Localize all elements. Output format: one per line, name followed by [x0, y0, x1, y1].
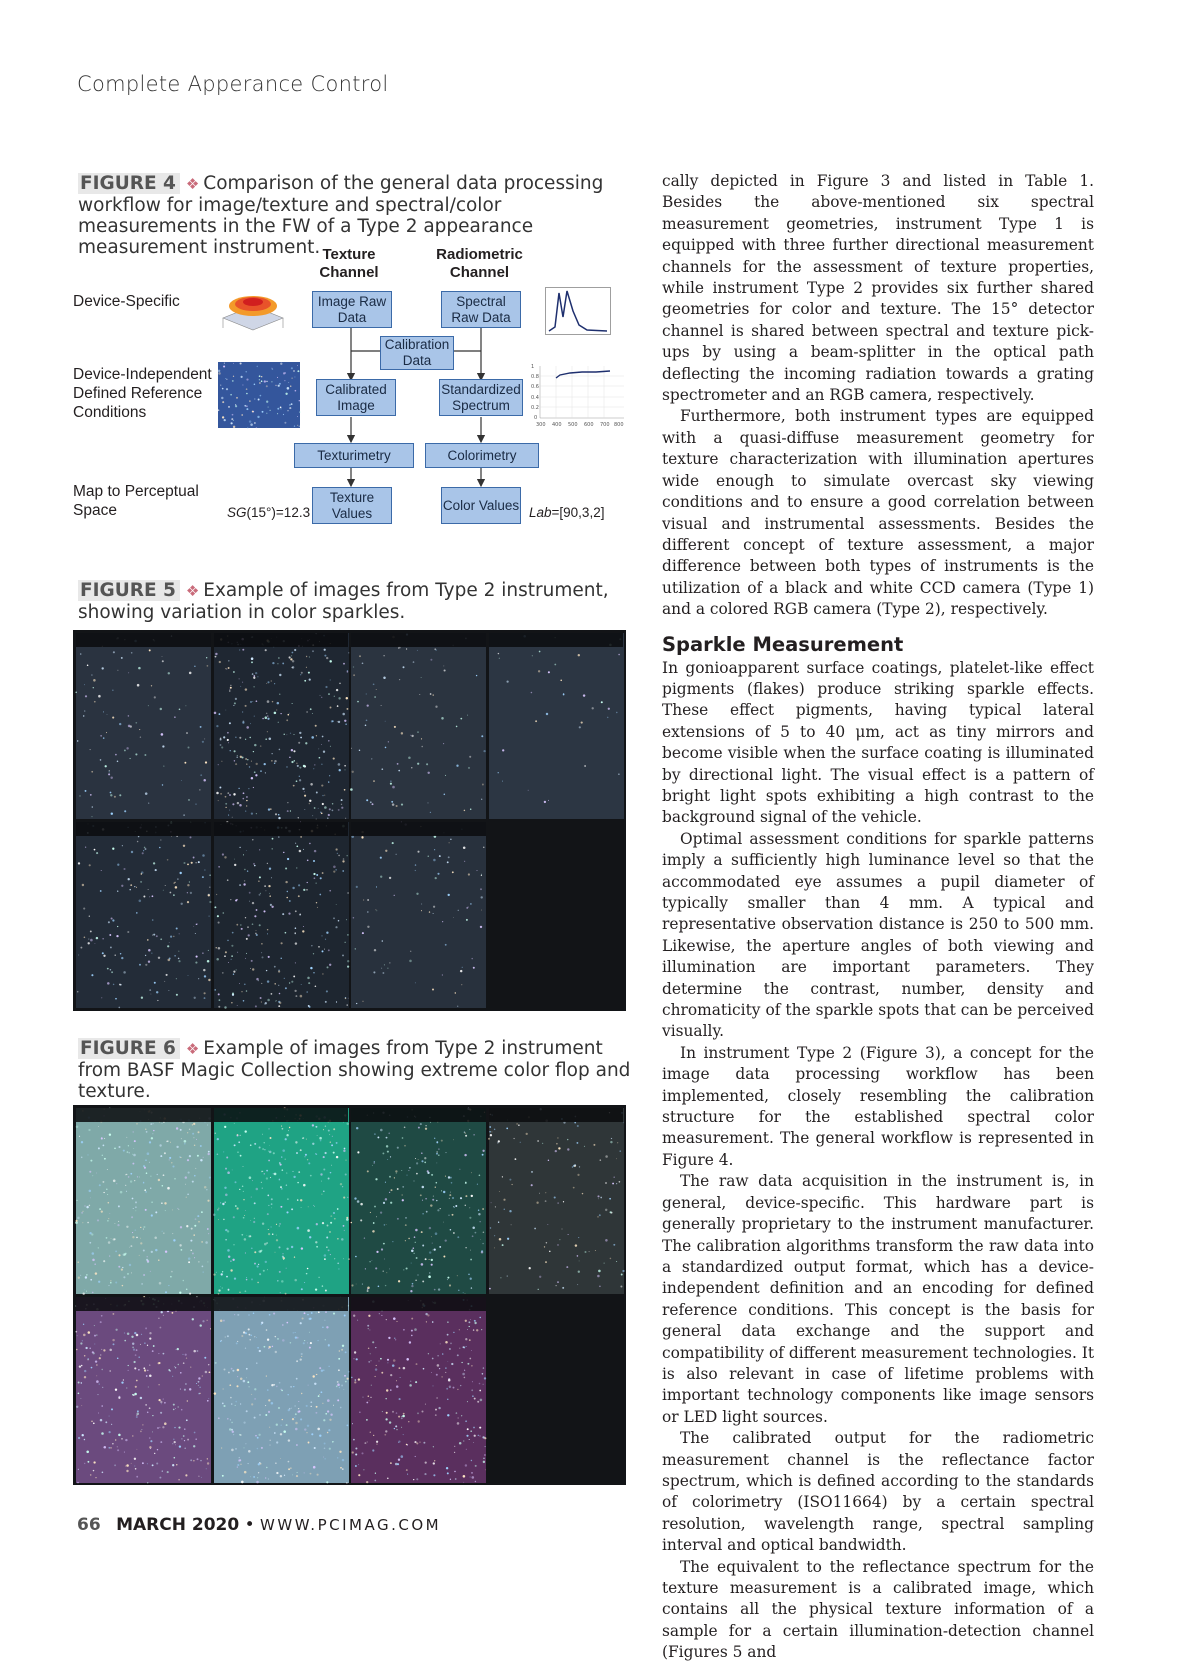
- sample-image-tile: [351, 1108, 486, 1294]
- color-values-box: Color Values: [441, 487, 521, 524]
- diamond-icon: ❖: [185, 1040, 200, 1058]
- calibrated-image-thumbnail: [218, 362, 300, 428]
- image-raw-data-box: Image Raw Data: [312, 291, 392, 328]
- radiometric-channel-heading: Radiometric Channel: [436, 246, 523, 281]
- figure-5-label: FIGURE 5: [78, 580, 180, 601]
- sparkle-pattern: [489, 1108, 624, 1294]
- issue-date: MARCH 2020: [116, 1515, 240, 1535]
- diamond-icon: ❖: [185, 175, 200, 193]
- lab-value-note: Lab=[90,3,2]: [529, 505, 605, 520]
- sparkle-pattern: [214, 1108, 349, 1294]
- sparkle-pattern: [351, 822, 486, 1008]
- figure-6-caption-text: Example of images from Type 2 instrument from BASF Magic Collection showing extreme color flop and texture.: [78, 1038, 631, 1102]
- x-tick: 600: [584, 422, 594, 428]
- figure-6-label: FIGURE 6: [78, 1038, 180, 1059]
- y-tick: 0: [534, 415, 538, 421]
- figure-4-caption-text: Comparison of the general data processing workflow for image/texture and spectral/color measurements in the FW of a Type 2 appearance measurement instrument.: [78, 173, 604, 258]
- sample-image-tile: [76, 822, 211, 1008]
- sample-image-tile: [214, 1108, 349, 1294]
- tile-caption-strip: [351, 822, 486, 836]
- y-tick: 0.6: [531, 384, 539, 390]
- spectral-raw-data-box: Spectral Raw Data: [441, 291, 521, 328]
- figure-4-label: FIGURE 4: [78, 173, 180, 194]
- x-tick: 400: [552, 422, 562, 428]
- figure-6-image-grid: [73, 1105, 626, 1485]
- tile-caption-strip: [351, 1108, 486, 1122]
- sparkle-pattern: [214, 822, 349, 1008]
- body-paragraph: The equivalent to the reflectance spectrum for the texture measurement is a calibrated image, which contains all the physical texture information of a sample for a certain illumination-detection channel (Figures 5 and: [662, 1557, 1094, 1662]
- sample-image-tile: [76, 1297, 211, 1483]
- sparkle-pattern: [76, 1297, 211, 1483]
- tile-caption-strip: [76, 822, 211, 836]
- x-tick: 700: [600, 422, 610, 428]
- x-tick: 500: [568, 422, 578, 428]
- sample-image-tile: [214, 822, 349, 1008]
- body-paragraph: Furthermore, both instrument types are equipped with a quasi-diffuse measurement geometry for texture characterization with illumination apertures wide enough to simulate overcast sky viewing conditions and to ensure a good correlation between visual and instrumental assessments. Besides the different concept of texture assessment, a major difference between both types of instruments is the utilization of a black and white CCD camera (Type 1) and a colored RGB camera (Type 2), respectively.: [662, 407, 1094, 619]
- sparkle-pattern: [76, 1108, 211, 1294]
- sparkle-pattern: [351, 1297, 486, 1483]
- sample-image-tile: [351, 633, 486, 819]
- sparkle-pattern: [214, 1297, 349, 1483]
- row-label-perceptual-space: Map to Perceptual Space: [73, 483, 199, 519]
- figure-5-caption-text: Example of images from Type 2 instrument, showing variation in color sparkles.: [78, 580, 609, 623]
- body-paragraph: Optimal assessment conditions for sparkle patterns imply a sufficiently high luminance level so that the accommodated eye assumes a pupil diameter of typically smaller than 4 mm. A typical and representative observation distance is 250 to 500 mm. Likewise, the aperture angles of both viewing and illumination are important parameters. They determine the contrast, number, density and chromaticity of the sparkle spots that can be perceived visually.: [662, 829, 1094, 1041]
- sample-image-tile: [76, 1108, 211, 1294]
- diamond-icon: ❖: [185, 582, 200, 600]
- tile-caption-strip: [351, 1297, 486, 1311]
- tile-caption-strip: [214, 633, 349, 647]
- y-tick: 0.4: [531, 395, 539, 401]
- sparkle-pattern: [351, 1108, 486, 1294]
- y-tick: 0.2: [531, 405, 539, 411]
- x-tick: 300: [536, 422, 546, 428]
- tile-caption-strip: [76, 633, 211, 647]
- y-tick: 0.8: [531, 374, 539, 380]
- body-paragraph: In gonioapparent surface coatings, platelet-like effect pigments (flakes) produce striking sparkle effects. These effect pigments, having typical lateral extensions of 5 to 40 μm, act as tiny mirrors and become visible when the surface coating is illuminated by directional light. The visual effect is a pattern of bright light spots exhibiting a high contrast to the background signal of the vehicle.: [662, 658, 1094, 827]
- sparkle-pattern: [489, 633, 624, 819]
- texturimetry-box: Texturimetry: [294, 443, 414, 468]
- body-paragraph: The raw data acquisition in the instrument is, in general, device-specific. This hardware part is generally proprietary to the instrument manufacturer. The calibration algorithms transform the raw data into a standardized output format, which has a device-independent definition and an encoding for defined reference conditions. This concept is the basis for general data exchange and the support and compatibility of different measurement technologies. It is also relevant in case of lifetime problems with important technology components like image sensors or LED light sources.: [662, 1172, 1094, 1426]
- texture-channel-heading: Texture Channel: [319, 246, 379, 281]
- section-heading: Sparkle Measurement: [662, 632, 904, 656]
- row-label-device-independent: Device-Independent Defined Reference Conditions: [73, 366, 212, 421]
- figure-4-workflow-diagram: [72, 244, 638, 544]
- tile-caption-strip: [214, 1108, 349, 1122]
- y-tick: 1: [531, 364, 535, 370]
- sparkle-grade-note: SG(15°)=12.3: [227, 505, 311, 520]
- sparkle-pattern: [218, 362, 300, 428]
- raw-spectrum-thumbnail: [545, 287, 611, 335]
- body-text-column: [662, 171, 1094, 1664]
- figure-5-image-grid: [73, 630, 626, 1011]
- x-tick: 800: [614, 422, 624, 428]
- body-paragraph: In instrument Type 2 (Figure 3), a concept for the image data processing workflow has been implemented, closely resembling the calibration structure for the established spectral color measurement. The general workflow is represented in Figure 4.: [662, 1043, 1094, 1169]
- page-footer: [77, 1515, 441, 1535]
- sample-image-tile: [76, 633, 211, 819]
- standardized-spectrum-box: Standardized Spectrum: [439, 379, 523, 416]
- tile-caption-strip: [489, 633, 624, 647]
- footer-separator: •: [244, 1515, 255, 1535]
- tile-caption-strip: [351, 633, 486, 647]
- texture-values-box: Texture Values: [312, 487, 392, 524]
- sample-image-tile: [214, 633, 349, 819]
- sample-image-tile: [489, 633, 624, 819]
- tile-caption-strip: [214, 1297, 349, 1311]
- tile-caption-strip: [214, 822, 349, 836]
- standardized-spectrum-chart: [530, 362, 626, 428]
- sparkle-pattern: [214, 633, 349, 819]
- sample-image-tile: [214, 1297, 349, 1483]
- row-label-device-specific: Device-Specific: [73, 293, 180, 310]
- running-header: Complete Apperance Control: [77, 72, 389, 96]
- sample-image-tile: [489, 1108, 624, 1294]
- page-number: 66: [77, 1515, 101, 1535]
- tile-caption-strip: [489, 1108, 624, 1122]
- sample-image-tile: [351, 1297, 486, 1483]
- tile-caption-strip: [76, 1108, 211, 1122]
- body-paragraph: The calibrated output for the radiometric measurement channel is the reflectance factor spectrum, which is defined according to the standards of colorimetry (ISO11664) by a certain spectral resolution, wavelength range, spectral sampling interval and optical bandwidth.: [662, 1429, 1094, 1555]
- footer-url: WWW.PCIMAG.COM: [260, 1516, 442, 1534]
- sample-image-tile: [351, 822, 486, 1008]
- calibration-data-box: Calibration Data: [380, 336, 454, 370]
- tile-caption-strip: [76, 1297, 211, 1311]
- colorimetry-box: Colorimetry: [425, 443, 539, 468]
- sparkle-pattern: [351, 633, 486, 819]
- body-paragraph: cally depicted in Figure 3 and listed in Table 1. Besides the above-mentioned six spectral measurement geometries, instrument Type 1 is equipped with three further directional measurement channels for the assessment of texture properties, while instrument Type 2 provides six further shared geometries for color and texture. The 15° detector channel is shared between spectral and texture pick-ups by using a beam-splitter in the optical path deflecting the incoming radiation towards a grating spectrometer and an RGB camera, respectively.: [662, 172, 1094, 405]
- figure-5-caption: [78, 580, 638, 623]
- sparkle-pattern: [76, 633, 211, 819]
- calibrated-image-box: Calibrated Image: [316, 379, 396, 416]
- figure-6-caption: [78, 1038, 638, 1102]
- surface-plot-thumbnail: [219, 288, 287, 336]
- sparkle-pattern: [76, 822, 211, 1008]
